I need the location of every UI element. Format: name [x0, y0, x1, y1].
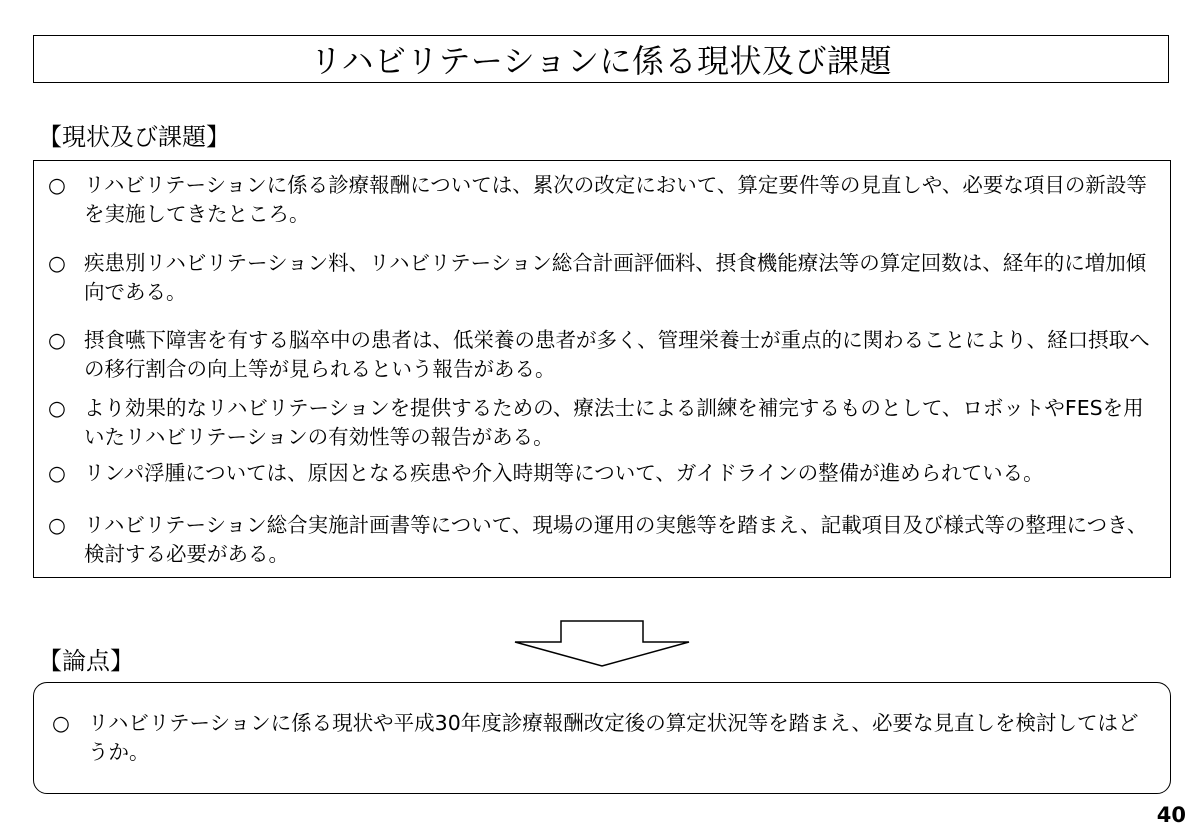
current-status-label: 【現状及び課題】 [38, 123, 230, 151]
bullet-circle-icon: ○ [48, 173, 66, 197]
bullet-circle-icon: ○ [48, 461, 66, 485]
bullet-circle-icon: ○ [52, 711, 70, 735]
list-item-text: リハビリテーション総合実施計画書等について、現場の運用の実態等を踏まえ、記載項目及び様式等の整理につき、検討する必要がある。 [84, 513, 1148, 566]
list-item [48, 171, 1156, 229]
list-item-text: リハビリテーションに係る現状や平成30年度診療報酬改定後の算定状況等を踏まえ、必要な見直しを検討してはどうか。 [88, 711, 1139, 764]
bullet-circle-icon: ○ [48, 513, 66, 537]
list-item [48, 511, 1156, 569]
list-item-text: リハビリテーションに係る診療報酬については、累次の改定において、算定要件等の見直しや、必要な項目の新設等を実施してきたところ。 [84, 173, 1147, 226]
bullet-circle-icon: ○ [48, 328, 66, 352]
issue-box [33, 682, 1171, 794]
list-item [48, 326, 1156, 384]
current-status-box [33, 160, 1171, 578]
list-item-text: リンパ浮腫については、原因となる疾患や介入時期等について、ガイドラインの整備が進められている。 [84, 461, 1044, 485]
bullet-circle-icon: ○ [48, 396, 66, 420]
title-box [33, 35, 1169, 83]
page-title: リハビリテーションに係る現状及び課題 [309, 42, 893, 80]
list-item [48, 394, 1156, 452]
list-item-text: 疾患別リハビリテーション料、リハビリテーション総合計画評価料、摂食機能療法等の算定回数は、経年的に増加傾向である。 [84, 251, 1147, 304]
page-number: 40 [1156, 803, 1186, 827]
down-arrow-icon [512, 620, 692, 668]
list-item-text: より効果的なリハビリテーションを提供するための、療法士による訓練を補完するものとして、ロボットやFESを用いたリハビリテーションの有効性等の報告がある。 [84, 396, 1144, 449]
bullet-circle-icon: ○ [48, 251, 66, 275]
list-item [48, 459, 1156, 488]
issue-label: 【論点】 [38, 647, 134, 675]
list-item [52, 709, 1156, 767]
list-item-text: 摂食嚥下障害を有する脳卒中の患者は、低栄養の患者が多く、管理栄養士が重点的に関わることにより、経口摂取への移行割合の向上等が見られるという報告がある。 [84, 328, 1150, 381]
list-item [48, 249, 1156, 307]
